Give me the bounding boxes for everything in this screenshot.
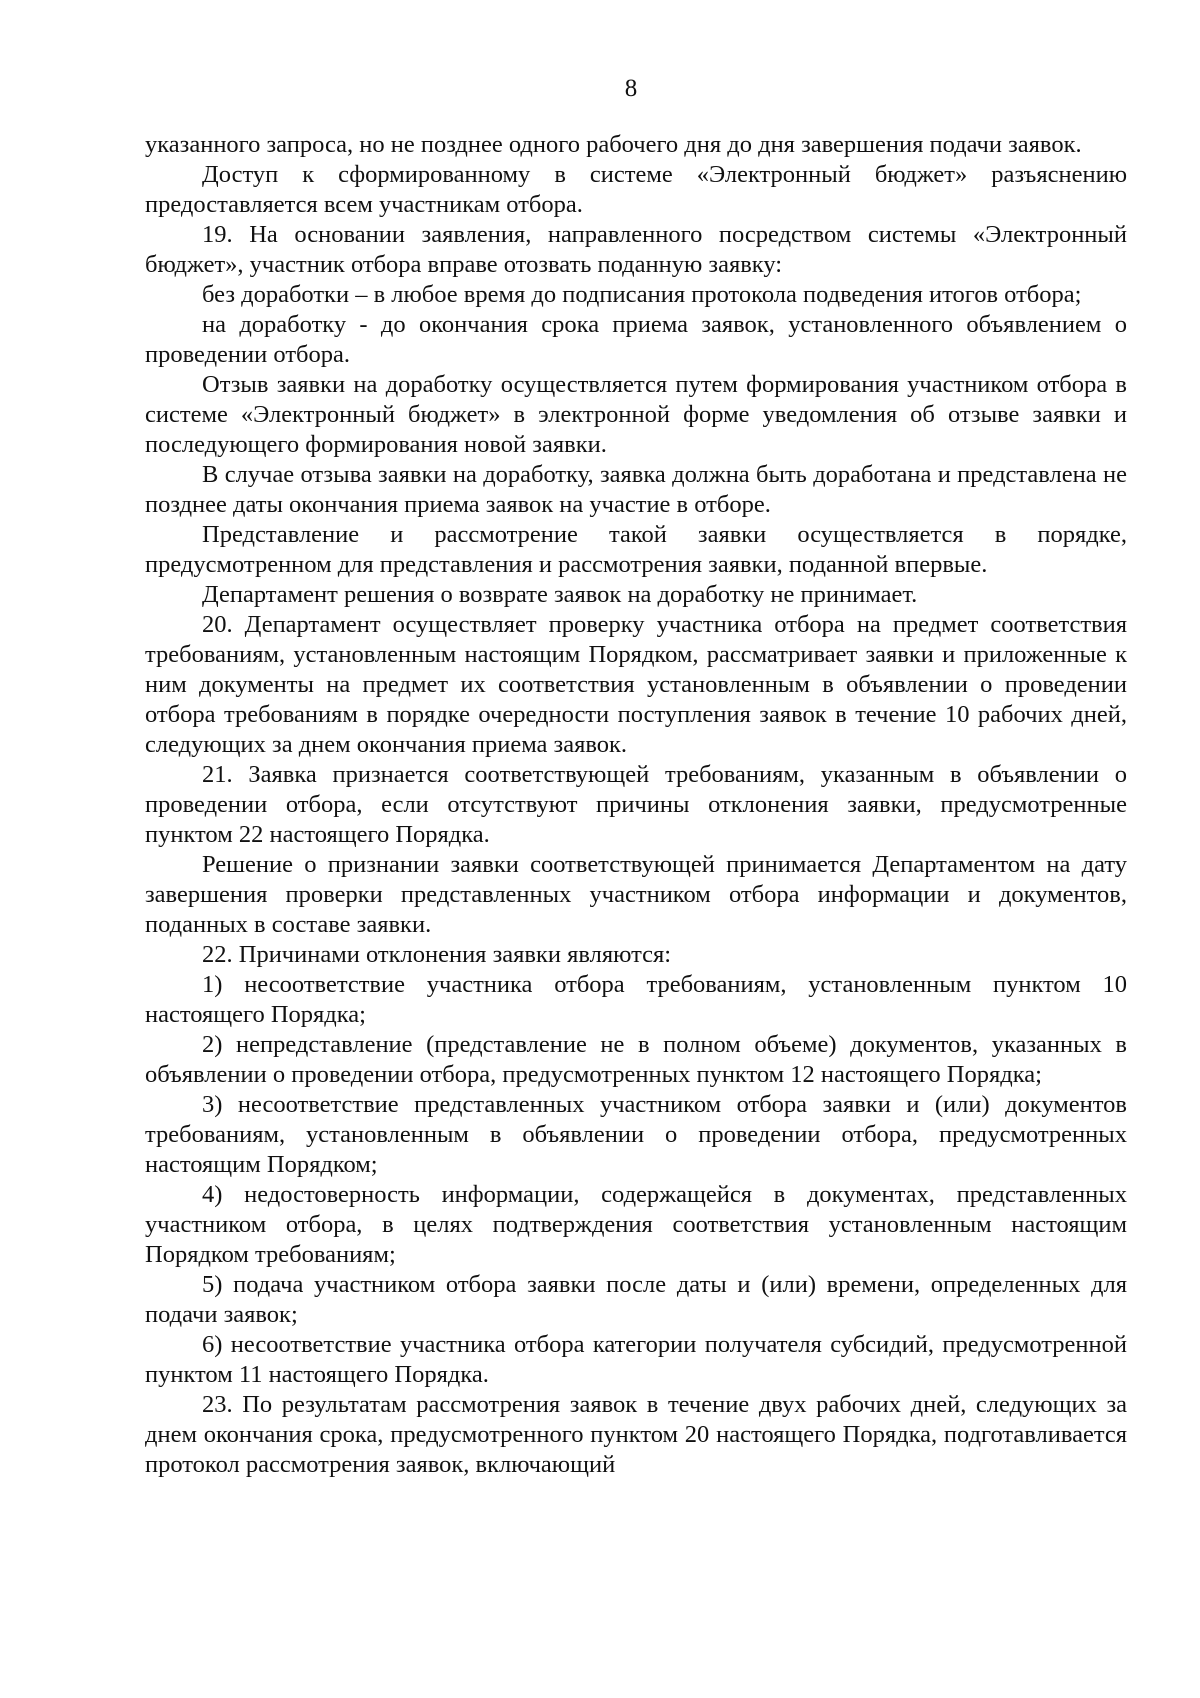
paragraph-21-decision: Решение о признании заявки соответствующей принимается Департаментом на дату завершения проверки представленных участником отбора информации и документов, поданных в составе заявки. — [145, 851, 1127, 938]
paragraph-22-item-3: 3) несоответствие представленных участником отбора заявки и (или) документов требованиям, установленным в объявлении о проведении отбора, предусмотренных настоящим Порядком; — [145, 1091, 1127, 1178]
paragraph-19-for-revision: на доработку - до окончания срока приема заявок, установленного объявлением о проведении отбора. — [145, 311, 1127, 368]
paragraph-19: 19. На основании заявления, направленного посредством системы «Электронный бюджет», участник отбора вправе отозвать поданную заявку: — [145, 221, 1127, 278]
paragraph-no-return: Департамент решения о возврате заявок на доработку не принимает. — [202, 581, 918, 608]
paragraph-22-item-6: 6) несоответствие участника отбора категории получателя субсидий, предусмотренной пунктом 11 настоящего Порядка. — [145, 1331, 1127, 1388]
page-number: 8 — [624, 75, 638, 102]
paragraph-revision-deadline: В случае отзыва заявки на доработку, заявка должна быть доработана и представлена не позднее даты окончания приема заявок на участие в отборе. — [145, 461, 1127, 518]
paragraph-22-item-4: 4) недостоверность информации, содержащейся в документах, представленных участником отбора, в целях подтверждения соответствия установленным настоящим Порядком требованиям; — [145, 1181, 1127, 1268]
paragraph-clarification-access: Доступ к сформированному в системе «Электронный бюджет» разъяснению предоставляется всем участникам отбора. — [145, 161, 1127, 218]
paragraph-22: 22. Причинами отклонения заявки являются: — [202, 941, 672, 968]
paragraph-20: 20. Департамент осуществляет проверку участника отбора на предмет соответствия требованиям, установленным настоящим Порядком, рассматривает заявки и приложенные к ним документы на предмет их соответствия установленным в объявлении о проведении отбора требованиям в порядке очередности поступления заявок в течение 10 рабочих дней, следующих за днем окончания приема заявок. — [145, 611, 1127, 758]
paragraph-22-item-2: 2) непредставление (представление не в полном объеме) документов, указанных в объявлении о проведении отбора, предусмотренных пунктом 12 настоящего Порядка; — [145, 1031, 1127, 1088]
paragraph-revision-procedure: Отзыв заявки на доработку осуществляется путем формирования участником отбора в системе «Электронный бюджет» в электронной форме уведомления об отзыве заявки и последующего формирования новой заявки. — [145, 371, 1127, 458]
paragraph-22-item-5: 5) подача участником отбора заявки после даты и (или) времени, определенных для подачи заявок; — [145, 1271, 1127, 1328]
paragraph-continuation: указанного запроса, но не позднее одного рабочего дня до дня завершения подачи заявок. — [145, 131, 1082, 158]
paragraph-23: 23. По результатам рассмотрения заявок в течение двух рабочих дней, следующих за днем окончания срока, предусмотренного пунктом 20 настоящего Порядка, подготавливается протокол рассмотрения заявок, включающий — [145, 1391, 1127, 1478]
paragraph-resubmission: Представление и рассмотрение такой заявки осуществляется в порядке, предусмотренном для представления и рассмотрения заявки, поданной впервые. — [145, 521, 1127, 578]
document-body — [145, 130, 1127, 1480]
paragraph-19-without-revision: без доработки – в любое время до подписания протокола подведения итогов отбора; — [202, 281, 1082, 308]
paragraph-21: 21. Заявка признается соответствующей требованиям, указанным в объявлении о проведении отбора, если отсутствуют причины отклонения заявки, предусмотренные пунктом 22 настоящего Порядка. — [145, 761, 1127, 848]
paragraph-22-item-1: 1) несоответствие участника отбора требованиям, установленным пунктом 10 настоящего Порядка; — [145, 971, 1127, 1028]
